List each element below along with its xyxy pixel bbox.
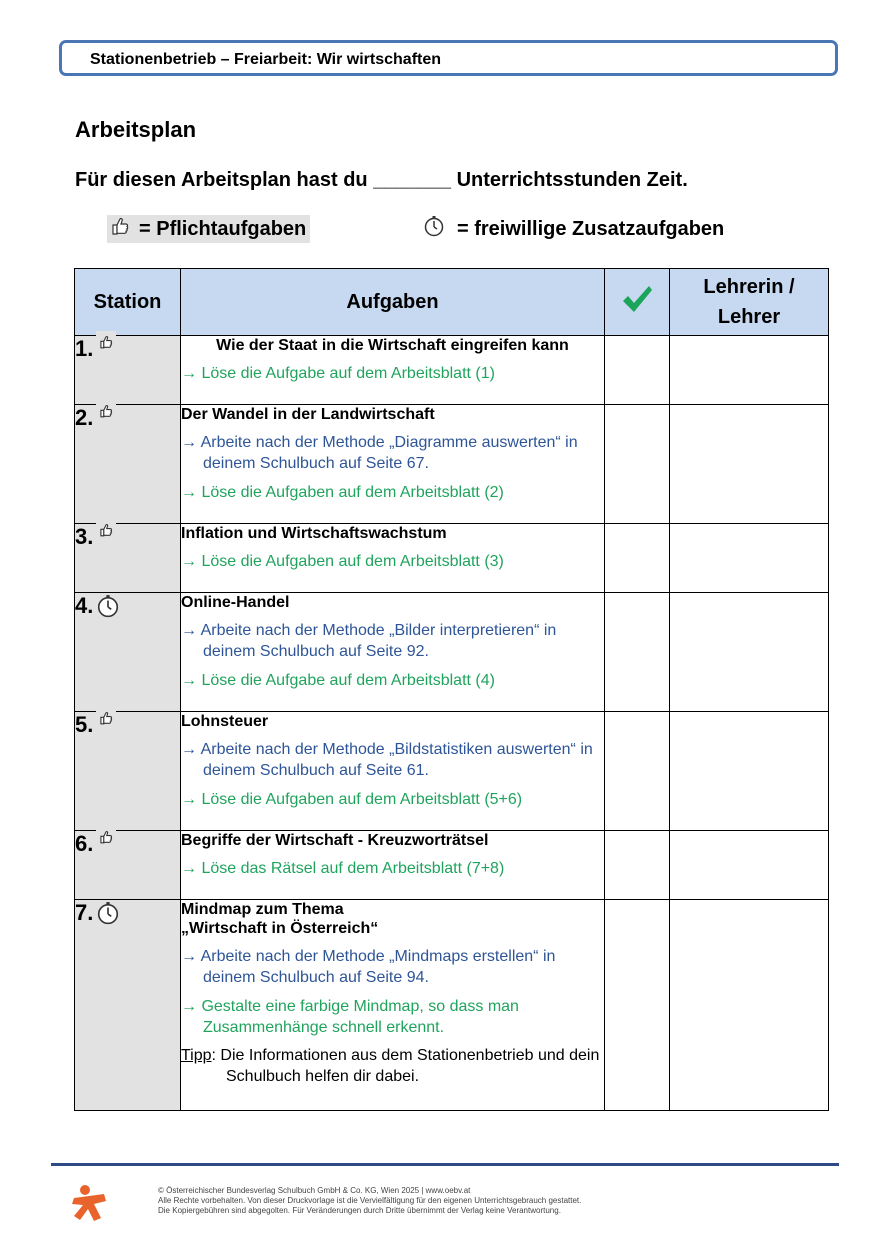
task-cell (181, 593, 605, 712)
footer-rule (51, 1163, 839, 1166)
task-cell (181, 336, 605, 405)
teacher-cell[interactable] (670, 831, 829, 900)
thumbs-up-icon (96, 519, 116, 541)
thumbs-up-icon (96, 826, 116, 848)
teacher-cell[interactable] (670, 712, 829, 831)
header-check (605, 269, 670, 336)
station-cell (75, 712, 181, 831)
station-number: 6. (75, 831, 94, 856)
task-title: Lohnsteuer (181, 713, 269, 730)
table-header-row (75, 269, 829, 336)
check-cell[interactable] (605, 336, 670, 405)
teacher-cell[interactable] (670, 900, 829, 1111)
check-cell[interactable] (605, 712, 670, 831)
footer-line-3: Die Kopiergebühren sind abgegolten. Für Veränderungen durch Dritte übernimmt der Verlag keine Verantwortung. (158, 1206, 561, 1215)
task-instruction-blue: → Arbeite nach der Methode „Diagramme auswerten“ in deinem Schulbuch auf Seite 67. (181, 434, 578, 472)
time-allocation-line: Für diesen Arbeitsplan hast du _______ Unterrichtsstunden Zeit. (75, 169, 688, 191)
station-number: 2. (75, 405, 94, 430)
task-cell (181, 712, 605, 831)
header-station: Station (75, 269, 181, 336)
task-instruction-green: → Löse die Aufgaben auf dem Arbeitsblatt (5+6) (181, 791, 523, 808)
task-title-line2: „Wirtschaft in Österreich“ (181, 920, 379, 937)
header-teacher: Lehrerin / Lehrer (670, 269, 829, 336)
footer-line-2: Alle Rechte vorbehalten. Von dieser Druckvorlage ist die Vervielfältigung für den eigenen Unterrichtsgebrauch gestattet. (158, 1196, 582, 1205)
legend-required-text: = Pflichtaufgaben (139, 217, 307, 240)
thumbs-up-icon (96, 707, 116, 729)
teacher-cell[interactable] (670, 405, 829, 524)
task-instruction-green: → Löse die Aufgaben auf dem Arbeitsblatt (2) (181, 484, 504, 501)
check-cell[interactable] (605, 405, 670, 524)
header-tasks: Aufgaben (181, 269, 605, 336)
teacher-cell[interactable] (670, 336, 829, 405)
task-cell (181, 900, 605, 1111)
station-cell (75, 900, 181, 1111)
task-instruction-blue: → Arbeite nach der Methode „Mindmaps erstellen“ in deinem Schulbuch auf Seite 94. (181, 948, 556, 986)
table-row (75, 336, 829, 405)
check-cell[interactable] (605, 593, 670, 712)
footer-line-1: © Österreichischer Bundesverlag Schulbuch GmbH & Co. KG, Wien 2025 | www.oebv.at (158, 1186, 471, 1195)
task-instruction-green: → Löse das Rätsel auf dem Arbeitsblatt (7+8) (181, 860, 505, 877)
teacher-cell[interactable] (670, 524, 829, 593)
table-row (75, 593, 829, 712)
station-number: 4. (75, 593, 94, 618)
table-row (75, 524, 829, 593)
station-cell (75, 405, 181, 524)
header-box (59, 40, 838, 76)
task-tip (181, 1045, 604, 1087)
task-cell (181, 831, 605, 900)
work-plan-table (74, 268, 829, 1111)
station-number: 1. (75, 336, 94, 361)
footer-copyright (158, 1186, 581, 1216)
task-instruction-green: → Löse die Aufgaben auf dem Arbeitsblatt (3) (181, 553, 504, 570)
station-number: 3. (75, 524, 94, 549)
stopwatch-icon (423, 215, 445, 243)
legend-required (107, 215, 310, 243)
teacher-cell[interactable] (670, 593, 829, 712)
station-number: 5. (75, 712, 94, 737)
task-title: Inflation und Wirtschaftswachstum (181, 525, 447, 542)
task-title: Wie der Staat in die Wirtschaft eingreifen kann (216, 337, 569, 354)
check-cell[interactable] (605, 524, 670, 593)
table-row (75, 405, 829, 524)
station-cell (75, 524, 181, 593)
page-title: Arbeitsplan (75, 117, 197, 142)
task-title: Online-Handel (181, 594, 290, 611)
stopwatch-icon (96, 901, 120, 925)
station-cell (75, 336, 181, 405)
task-cell (181, 405, 605, 524)
station-cell (75, 593, 181, 712)
task-instruction-blue: → Arbeite nach der Methode „Bilder interpretieren“ in deinem Schulbuch auf Seite 92. (181, 622, 557, 660)
table-row (75, 900, 829, 1111)
stopwatch-icon (96, 594, 120, 618)
thumbs-up-icon (96, 400, 116, 422)
oebv-logo-icon (70, 1184, 110, 1227)
checkmark-icon (620, 282, 654, 316)
task-instruction-blue: → Arbeite nach der Methode „Bildstatistiken auswerten“ in deinem Schulbuch auf Seite 61. (181, 741, 593, 779)
task-cell (181, 524, 605, 593)
task-title: Begriffe der Wirtschaft - Kreuzworträtsel (181, 832, 489, 849)
table-row (75, 712, 829, 831)
tip-label: Tipp (181, 1047, 212, 1064)
header-title: Stationenbetrieb – Freiarbeit: Wir wirtschaften (90, 51, 442, 68)
task-instruction-green: → Löse die Aufgabe auf dem Arbeitsblatt (1) (181, 365, 495, 382)
check-cell[interactable] (605, 831, 670, 900)
legend-optional (423, 215, 724, 243)
check-cell[interactable] (605, 900, 670, 1111)
thumbs-up-icon (96, 331, 116, 353)
task-instruction-green: → Löse die Aufgabe auf dem Arbeitsblatt (4) (181, 672, 495, 689)
station-cell (75, 831, 181, 900)
station-number: 7. (75, 900, 94, 925)
thumbs-up-icon (109, 215, 131, 243)
task-instruction-green: → Gestalte eine farbige Mindmap, so dass man Zusammenhänge schnell erkennt. (181, 998, 519, 1036)
tip-text: : Die Informationen aus dem Stationenbetrieb und dein Schulbuch helfen dir dabei. (211, 1047, 600, 1085)
table-row (75, 831, 829, 900)
task-title: Der Wandel in der Landwirtschaft (181, 406, 435, 423)
legend-optional-text: = freiwillige Zusatzaufgaben (457, 217, 725, 240)
task-title: Mindmap zum Thema (181, 901, 344, 918)
